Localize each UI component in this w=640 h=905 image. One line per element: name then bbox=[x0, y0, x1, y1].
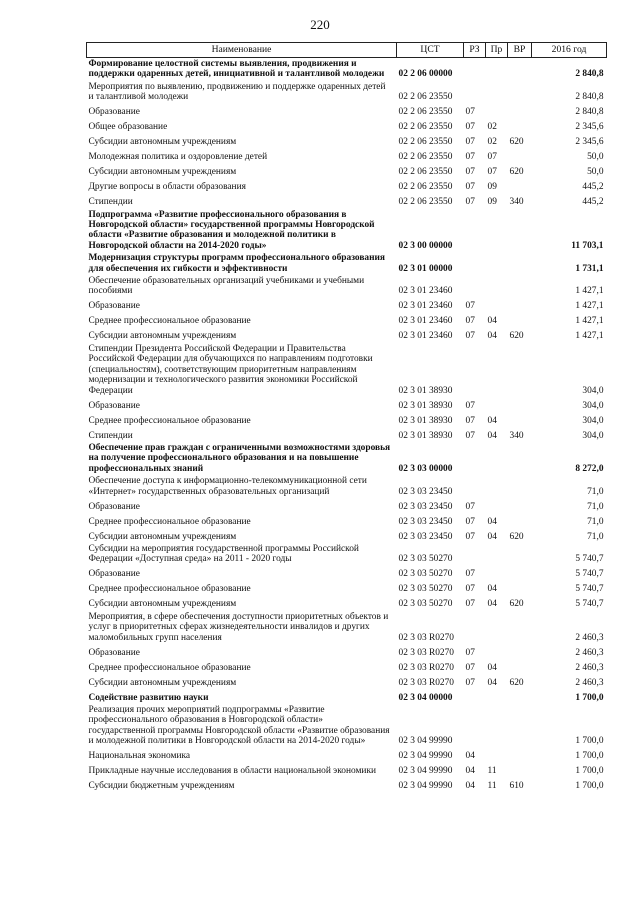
cell-rz bbox=[464, 252, 486, 275]
cell-pr: 07 bbox=[487, 167, 497, 178]
cell-pr: 04 bbox=[487, 516, 497, 527]
cell-rz: 07 bbox=[465, 677, 475, 688]
table-row bbox=[87, 134, 607, 149]
cell-pr: 02 bbox=[487, 122, 497, 133]
cell-pr: 04 bbox=[487, 331, 497, 342]
table-row bbox=[87, 427, 607, 442]
cell-name: Другие вопросы в области образования bbox=[88, 182, 246, 193]
cell-cst: 02 2 06 23550 bbox=[398, 122, 453, 133]
cell-sum: 50,0 bbox=[587, 152, 604, 163]
table-row bbox=[87, 689, 607, 704]
cell-name: Образование bbox=[88, 107, 140, 118]
cell-name: Субсидии автономным учреждениям bbox=[88, 167, 237, 178]
cell-sum: 71,0 bbox=[587, 516, 604, 527]
cell-cst: 02 3 03 23450 bbox=[398, 516, 453, 527]
cell-cst: 02 3 03 R0270 bbox=[398, 662, 454, 673]
cell-vr bbox=[508, 566, 532, 581]
cell-vr bbox=[508, 498, 532, 513]
cell-cst: 02 3 04 99990 bbox=[398, 766, 453, 777]
cell-cst: 02 2 06 00000 bbox=[398, 69, 453, 80]
cell-pr bbox=[486, 397, 508, 412]
cell-vr bbox=[508, 475, 532, 498]
cell-cst: 02 2 06 23550 bbox=[398, 197, 453, 208]
cell-rz: 07 bbox=[465, 107, 475, 118]
table-header bbox=[87, 43, 607, 58]
cell-vr bbox=[508, 58, 532, 81]
cell-vr bbox=[508, 313, 532, 328]
table-row bbox=[87, 778, 607, 793]
table-row bbox=[87, 674, 607, 689]
cell-vr bbox=[508, 704, 532, 748]
cell-name: Молодежная политика и оздоровление детей bbox=[88, 152, 268, 163]
cell-rz: 07 bbox=[465, 301, 475, 312]
cell-name: Формирование целостной системы выявления, продвижения и поддержки одаренных детей, инициативной и талантливой молодежи bbox=[88, 59, 385, 80]
cell-sum: 2 840,8 bbox=[575, 69, 604, 80]
cell-pr bbox=[486, 275, 508, 298]
cell-cst: 02 3 03 50270 bbox=[398, 599, 453, 610]
cell-rz: 07 bbox=[465, 569, 475, 580]
cell-name: Среднее профессиональное образование bbox=[88, 415, 251, 426]
cell-pr: 04 bbox=[487, 430, 497, 441]
table-row bbox=[87, 298, 607, 313]
cell-pr bbox=[486, 611, 508, 644]
cell-rz bbox=[464, 475, 486, 498]
cell-sum: 8 272,0 bbox=[575, 463, 604, 474]
cell-vr bbox=[508, 298, 532, 313]
cell-sum: 1 427,1 bbox=[575, 301, 604, 312]
cell-sum: 1 700,0 bbox=[575, 751, 604, 762]
table-body bbox=[87, 58, 607, 793]
cell-cst: 02 3 01 38930 bbox=[398, 415, 453, 426]
cell-pr bbox=[486, 543, 508, 566]
cell-sum: 5 740,7 bbox=[575, 599, 604, 610]
cell-pr: 04 bbox=[487, 531, 497, 542]
cell-rz: 07 bbox=[465, 516, 475, 527]
cell-rz bbox=[464, 343, 486, 397]
cell-cst: 02 3 03 23450 bbox=[398, 486, 453, 497]
cell-cst: 02 3 03 50270 bbox=[398, 569, 453, 580]
cell-name: Мероприятия по выявлению, продвижению и поддержке одаренных детей и талантливой молодежи bbox=[88, 81, 386, 103]
cell-rz: 07 bbox=[465, 331, 475, 342]
cell-vr bbox=[508, 442, 532, 475]
cell-rz: 07 bbox=[465, 584, 475, 595]
cell-sum: 304,0 bbox=[582, 430, 604, 441]
table-row bbox=[87, 581, 607, 596]
table-row bbox=[87, 164, 607, 179]
cell-name: Субсидии автономным учреждениям bbox=[88, 531, 237, 542]
cell-vr bbox=[508, 179, 532, 194]
cell-cst: 02 3 03 R0270 bbox=[398, 632, 454, 643]
cell-rz bbox=[464, 58, 486, 81]
cell-vr bbox=[508, 581, 532, 596]
cell-name: Среднее профессиональное образование bbox=[88, 662, 251, 673]
cell-rz bbox=[464, 689, 486, 704]
cell-vr: 620 bbox=[509, 599, 524, 610]
cell-pr: 04 bbox=[487, 415, 497, 426]
cell-cst: 02 3 01 23460 bbox=[398, 301, 453, 312]
table-row bbox=[87, 58, 607, 81]
cell-sum: 1 700,0 bbox=[575, 736, 604, 747]
cell-rz bbox=[464, 275, 486, 298]
cell-rz: 07 bbox=[465, 647, 475, 658]
cell-sum: 1 731,1 bbox=[575, 263, 604, 274]
cell-name: Образование bbox=[88, 569, 140, 580]
cell-sum: 445,2 bbox=[582, 182, 604, 193]
cell-rz: 07 bbox=[465, 152, 475, 163]
cell-sum: 304,0 bbox=[582, 415, 604, 426]
cell-vr bbox=[508, 81, 532, 104]
table-row bbox=[87, 104, 607, 119]
cell-pr bbox=[486, 298, 508, 313]
table-row bbox=[87, 275, 607, 298]
cell-pr bbox=[486, 81, 508, 104]
cell-cst: 02 3 04 00000 bbox=[398, 692, 453, 703]
cell-rz: 04 bbox=[465, 751, 475, 762]
cell-rz: 07 bbox=[465, 662, 475, 673]
cell-cst: 02 3 04 99990 bbox=[398, 781, 453, 792]
cell-name: Прикладные научные исследования в области национальной экономики bbox=[88, 766, 377, 777]
table-row bbox=[87, 343, 607, 397]
cell-cst: 02 3 01 38930 bbox=[398, 400, 453, 411]
cell-cst: 02 3 03 00000 bbox=[398, 463, 453, 474]
cell-rz: 07 bbox=[465, 316, 475, 327]
table-row bbox=[87, 659, 607, 674]
table-row bbox=[87, 149, 607, 164]
cell-rz: 07 bbox=[465, 400, 475, 411]
cell-pr bbox=[486, 644, 508, 659]
cell-cst: 02 3 03 R0270 bbox=[398, 647, 454, 658]
cell-cst: 02 2 06 23550 bbox=[398, 152, 453, 163]
cell-pr: 11 bbox=[487, 781, 497, 792]
table-row bbox=[87, 763, 607, 778]
header-name: Наименование bbox=[87, 43, 397, 58]
cell-cst: 02 3 03 R0270 bbox=[398, 677, 454, 688]
cell-sum: 2 840,8 bbox=[575, 92, 604, 103]
cell-vr bbox=[508, 149, 532, 164]
cell-sum: 71,0 bbox=[587, 531, 604, 542]
table-row bbox=[87, 194, 607, 209]
table-row bbox=[87, 442, 607, 475]
cell-vr: 620 bbox=[509, 137, 524, 148]
cell-cst: 02 2 06 23550 bbox=[398, 137, 453, 148]
table-row bbox=[87, 748, 607, 763]
cell-rz: 07 bbox=[465, 599, 475, 610]
cell-sum: 445,2 bbox=[582, 197, 604, 208]
cell-cst: 02 3 03 23450 bbox=[398, 531, 453, 542]
cell-pr bbox=[486, 498, 508, 513]
cell-rz bbox=[464, 543, 486, 566]
cell-vr bbox=[508, 644, 532, 659]
cell-vr bbox=[508, 611, 532, 644]
table-row bbox=[87, 209, 607, 253]
cell-pr bbox=[486, 475, 508, 498]
cell-pr: 04 bbox=[487, 584, 497, 595]
table-row bbox=[87, 513, 607, 528]
table-row bbox=[87, 644, 607, 659]
cell-vr bbox=[508, 119, 532, 134]
table-row bbox=[87, 475, 607, 498]
cell-pr: 09 bbox=[487, 197, 497, 208]
cell-pr: 04 bbox=[487, 316, 497, 327]
cell-sum: 50,0 bbox=[587, 167, 604, 178]
cell-pr bbox=[486, 689, 508, 704]
cell-vr bbox=[508, 397, 532, 412]
cell-name: Субсидии на мероприятия государственной программы Российской Федерации «Доступная среда» на 2011 - 2020 годы bbox=[88, 543, 359, 565]
table-row bbox=[87, 412, 607, 427]
cell-sum: 2 840,8 bbox=[575, 107, 604, 118]
cell-name: Образование bbox=[88, 400, 140, 411]
table-row bbox=[87, 528, 607, 543]
cell-rz: 04 bbox=[465, 766, 475, 777]
cell-rz bbox=[464, 442, 486, 475]
table-row bbox=[87, 611, 607, 644]
cell-sum: 5 740,7 bbox=[575, 584, 604, 595]
table-row bbox=[87, 179, 607, 194]
cell-name: Среднее профессиональное образование bbox=[88, 584, 251, 595]
cell-name: Модернизация структуры программ профессионального образования для обеспечения их гибкости и эффективности bbox=[88, 253, 385, 274]
cell-vr bbox=[508, 763, 532, 778]
cell-cst: 02 2 06 23550 bbox=[398, 107, 453, 118]
cell-sum: 2 460,3 bbox=[575, 677, 604, 688]
cell-rz bbox=[464, 611, 486, 644]
cell-cst: 02 2 06 23550 bbox=[398, 167, 453, 178]
cell-rz bbox=[464, 209, 486, 253]
cell-sum: 304,0 bbox=[582, 400, 604, 411]
cell-cst: 02 2 06 23550 bbox=[398, 92, 453, 103]
cell-sum: 2 345,6 bbox=[575, 137, 604, 148]
cell-sum: 11 703,1 bbox=[571, 240, 604, 251]
cell-cst: 02 3 03 50270 bbox=[398, 554, 453, 565]
cell-name: Обеспечение образовательных организаций учебниками и учебными пособиями bbox=[88, 276, 365, 297]
cell-name: Образование bbox=[88, 647, 140, 658]
cell-cst: 02 2 06 23550 bbox=[398, 182, 453, 193]
cell-pr bbox=[486, 58, 508, 81]
cell-sum: 71,0 bbox=[587, 501, 604, 512]
cell-sum: 5 740,7 bbox=[575, 569, 604, 580]
cell-name: Среднее профессиональное образование bbox=[88, 316, 251, 327]
cell-vr bbox=[508, 689, 532, 704]
cell-vr bbox=[508, 513, 532, 528]
cell-rz: 07 bbox=[465, 415, 475, 426]
cell-name: Обеспечение прав граждан с ограниченными возможностями здоровья на получение профессионального образования и на повышение профессиональных знаний bbox=[88, 442, 391, 474]
cell-cst: 02 3 01 23460 bbox=[398, 316, 453, 327]
cell-rz bbox=[464, 81, 486, 104]
cell-pr: 07 bbox=[487, 152, 497, 163]
cell-sum: 5 740,7 bbox=[575, 554, 604, 565]
cell-rz: 07 bbox=[465, 430, 475, 441]
cell-sum: 1 427,1 bbox=[575, 286, 604, 297]
table-row bbox=[87, 252, 607, 275]
cell-rz: 07 bbox=[465, 167, 475, 178]
cell-rz: 07 bbox=[465, 182, 475, 193]
cell-sum: 2 460,3 bbox=[575, 662, 604, 673]
cell-name: Общее образование bbox=[88, 122, 168, 133]
cell-rz: 07 bbox=[465, 531, 475, 542]
cell-name: Образование bbox=[88, 301, 140, 312]
cell-name: Стипендии bbox=[88, 197, 133, 208]
cell-cst: 02 3 00 00000 bbox=[398, 240, 453, 251]
cell-vr bbox=[508, 412, 532, 427]
cell-pr: 11 bbox=[487, 766, 497, 777]
cell-name: Субсидии автономным учреждениям bbox=[88, 677, 237, 688]
cell-vr bbox=[508, 343, 532, 397]
cell-sum: 1 700,0 bbox=[575, 781, 604, 792]
cell-sum: 2 345,6 bbox=[575, 122, 604, 133]
cell-sum: 1 700,0 bbox=[575, 692, 604, 703]
cell-pr bbox=[486, 343, 508, 397]
cell-sum: 2 460,3 bbox=[575, 647, 604, 658]
cell-pr: 04 bbox=[487, 599, 497, 610]
table-row bbox=[87, 543, 607, 566]
header-year: 2016 год bbox=[532, 43, 607, 58]
cell-cst: 02 3 01 38930 bbox=[398, 430, 453, 441]
table-row bbox=[87, 704, 607, 748]
cell-vr: 620 bbox=[509, 531, 524, 542]
cell-name: Образование bbox=[88, 501, 140, 512]
cell-cst: 02 3 01 23460 bbox=[398, 331, 453, 342]
cell-vr bbox=[508, 275, 532, 298]
header-pr: Пр bbox=[486, 43, 508, 58]
cell-pr bbox=[486, 748, 508, 763]
cell-name: Мероприятия, в сфере обеспечения доступности приоритетных объектов и услуг в приоритетных сферах жизнедеятельности инвалидов и других маломобильных групп населения bbox=[88, 611, 389, 643]
cell-name: Содействие развитию науки bbox=[88, 692, 209, 703]
cell-pr: 09 bbox=[487, 182, 497, 193]
cell-name: Субсидии бюджетным учреждениям bbox=[88, 781, 235, 792]
cell-name: Национальная экономика bbox=[88, 751, 191, 762]
cell-sum: 2 460,3 bbox=[575, 632, 604, 643]
cell-vr bbox=[508, 252, 532, 275]
cell-sum: 1 427,1 bbox=[575, 331, 604, 342]
cell-name: Подпрограмма «Развитие профессионального образования в Новгородской области» государственной программы Новгородской области «Развитие образования и молодежной политики в Новгородской области на 2014-2020 годы» bbox=[88, 209, 375, 251]
header-cst: ЦСТ bbox=[397, 43, 464, 58]
table-row bbox=[87, 119, 607, 134]
cell-vr: 340 bbox=[509, 430, 524, 441]
cell-name: Субсидии автономным учреждениям bbox=[88, 137, 237, 148]
cell-cst: 02 3 01 00000 bbox=[398, 263, 453, 274]
cell-cst: 02 3 01 38930 bbox=[398, 385, 453, 396]
cell-vr bbox=[508, 543, 532, 566]
cell-vr bbox=[508, 659, 532, 674]
cell-rz: 04 bbox=[465, 781, 475, 792]
cell-sum: 1 427,1 bbox=[575, 316, 604, 327]
cell-sum: 1 700,0 bbox=[575, 766, 604, 777]
cell-cst: 02 3 04 99990 bbox=[398, 751, 453, 762]
cell-vr: 620 bbox=[509, 331, 524, 342]
table-row bbox=[87, 328, 607, 343]
cell-vr: 340 bbox=[509, 197, 524, 208]
table-row bbox=[87, 313, 607, 328]
cell-cst: 02 3 04 99990 bbox=[398, 736, 453, 747]
cell-pr: 04 bbox=[487, 662, 497, 673]
cell-rz: 07 bbox=[465, 137, 475, 148]
cell-rz: 07 bbox=[465, 197, 475, 208]
budget-table bbox=[86, 42, 607, 793]
cell-name: Субсидии автономным учреждениям bbox=[88, 331, 237, 342]
table-row bbox=[87, 566, 607, 581]
cell-name: Субсидии автономным учреждениям bbox=[88, 599, 237, 610]
cell-vr: 620 bbox=[509, 677, 524, 688]
cell-name: Реализация прочих мероприятий подпрограммы «Развитие профессионального образования в Новгородской области» государственной программы Новгородской области «Развитие образования и молодежной политики в Новгородской области на 2014-2020 годы» bbox=[88, 704, 390, 747]
cell-pr bbox=[486, 704, 508, 748]
cell-name: Стипендии Президента Российской Федерации и Правительства Российской Федерации для обучающихся по направлениям подготовки (специальностям), соответствующим приоритетным направлениям модернизации и технологического развития экономики Российской Федерации bbox=[88, 343, 373, 396]
cell-pr bbox=[486, 104, 508, 119]
cell-pr bbox=[486, 209, 508, 253]
cell-sum: 304,0 bbox=[582, 385, 604, 396]
cell-rz: 07 bbox=[465, 501, 475, 512]
cell-vr bbox=[508, 104, 532, 119]
cell-name: Среднее профессиональное образование bbox=[88, 516, 251, 527]
cell-name: Стипендии bbox=[88, 430, 133, 441]
cell-vr bbox=[508, 209, 532, 253]
cell-cst: 02 3 03 50270 bbox=[398, 584, 453, 595]
cell-rz bbox=[464, 704, 486, 748]
cell-name: Обеспечение доступа к информационно-телекоммуникационной сети «Интернет» государственных образовательных организаций bbox=[88, 476, 367, 497]
cell-pr bbox=[486, 252, 508, 275]
table-row bbox=[87, 596, 607, 611]
cell-pr: 02 bbox=[487, 137, 497, 148]
cell-vr bbox=[508, 748, 532, 763]
table-row bbox=[87, 498, 607, 513]
cell-vr: 620 bbox=[509, 167, 524, 178]
cell-cst: 02 3 01 23460 bbox=[398, 286, 453, 297]
cell-rz: 07 bbox=[465, 122, 475, 133]
header-rz: РЗ bbox=[464, 43, 486, 58]
cell-vr: 610 bbox=[509, 781, 524, 792]
cell-pr bbox=[486, 566, 508, 581]
page-number: 220 bbox=[310, 17, 330, 32]
cell-sum: 71,0 bbox=[587, 486, 604, 497]
cell-pr: 04 bbox=[487, 677, 497, 688]
table-row bbox=[87, 81, 607, 104]
header-vr: ВР bbox=[508, 43, 532, 58]
cell-cst: 02 3 03 23450 bbox=[398, 501, 453, 512]
cell-pr bbox=[486, 442, 508, 475]
table-row bbox=[87, 397, 607, 412]
